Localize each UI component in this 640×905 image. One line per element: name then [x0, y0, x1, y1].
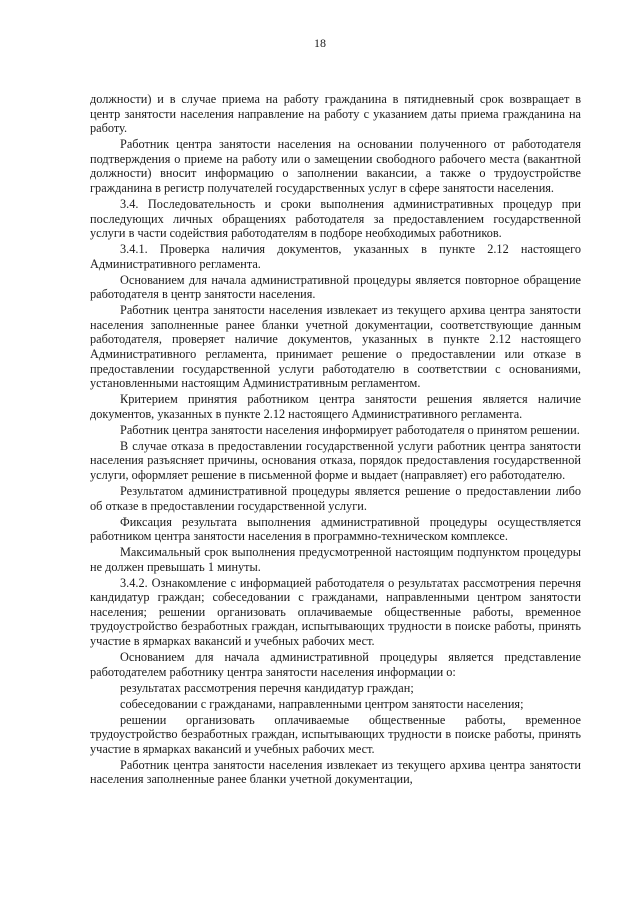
- paragraph: Результатом административной процедуры является решение о предоставлении либо об отказе в предоставлении государственной услуги.: [90, 483, 581, 513]
- subsection-heading: 3.4.1. Проверка наличия документов, указанных в пункте 2.12 настоящего Административного регламента.: [90, 242, 581, 271]
- paragraph: Основанием для начала административной процедуры является повторное обращение работодателя в центр занятости населения.: [90, 272, 581, 302]
- paragraph: Основанием для начала административной процедуры является представление работодателем работнику центра занятости населения информации о:: [90, 650, 581, 679]
- paragraph: В случае отказа в предоставлении государственной услуги работник центра занятости населения разъясняет причины, основания отказа, порядок предоставления государственной услуги, оформляет решение в письменной форме и выдает (направляет) его работодателю.: [90, 438, 581, 482]
- paragraph: Работник центра занятости населения на основании полученного от работодателя подтверждения о приеме на работу или о замещении свободного рабочего места (вакантной должности) вносит информацию о заполнении вакансии, а также о трудоустройстве гражданина в регистр получателей государственных услуг в сфере занятости населения.: [90, 137, 581, 195]
- document-body: [90, 92, 581, 788]
- paragraph: Фиксация результата выполнения административной процедуры осуществляется работником центра занятости населения в программно-техническом комплексе.: [90, 514, 581, 544]
- list-item: решении организовать оплачиваемые общественные работы, временное трудоустройство безработных граждан, испытывающих трудности в поиске работы, принять участие в ярмарках вакансий и учебных рабочих мест.: [90, 712, 581, 756]
- subsection-heading: 3.4.2. Ознакомление с информацией работодателя о результатах рассмотрения перечня кандидатур граждан; собеседовании с гражданами, направленными центром занятости населения; решении организовать оплачиваемые общественные работы, временное трудоустройство безработных граждан, испытывающих трудности в поиске работы, принять участие в ярмарках вакансий и учебных рабочих мест.: [90, 575, 581, 649]
- page-number: 18: [314, 36, 326, 50]
- list-item: собеседовании с гражданами, направленными центром занятости населения;: [120, 696, 524, 711]
- paragraph: Максимальный срок выполнения предусмотренной настоящим подпунктом процедуры не должен превышать 1 минуты.: [90, 545, 581, 574]
- paragraph: Работник центра занятости населения информирует работодателя о принятом решении.: [120, 422, 580, 437]
- list-item: результатах рассмотрения перечня кандидатур граждан;: [120, 680, 414, 695]
- paragraph: Критерием принятия работником центра занятости решения является наличие документов, указанных в пункте 2.12 настоящего Административного регламента.: [90, 392, 581, 421]
- paragraph: должности) и в случае приема на работу гражданина в пятидневный срок возвращает в центр занятости населения направление на работу с указанием даты приема гражданина на работу.: [90, 92, 581, 136]
- section-heading: 3.4. Последовательность и сроки выполнения административных процедур при последующих личных обращениях работодателя за предоставлением государственной услуги в части содействия работодателям в подборе необходимых работников.: [90, 196, 581, 241]
- paragraph: Работник центра занятости населения извлекает из текущего архива центра занятости населения заполненные ранее бланки учетной документации,: [90, 757, 581, 787]
- paragraph: Работник центра занятости населения извлекает из текущего архива центра занятости населения заполненные ранее бланки учетной документации, соответствующие данным работодателя, проверяет наличие документов, указанных в пункте 2.12 настоящего Административного регламента, принимает решение о предоставлении или отказе в предоставлении государственной услуги работодателю в соответствии с основаниями, установленными настоящим Административным регламентом.: [90, 303, 581, 391]
